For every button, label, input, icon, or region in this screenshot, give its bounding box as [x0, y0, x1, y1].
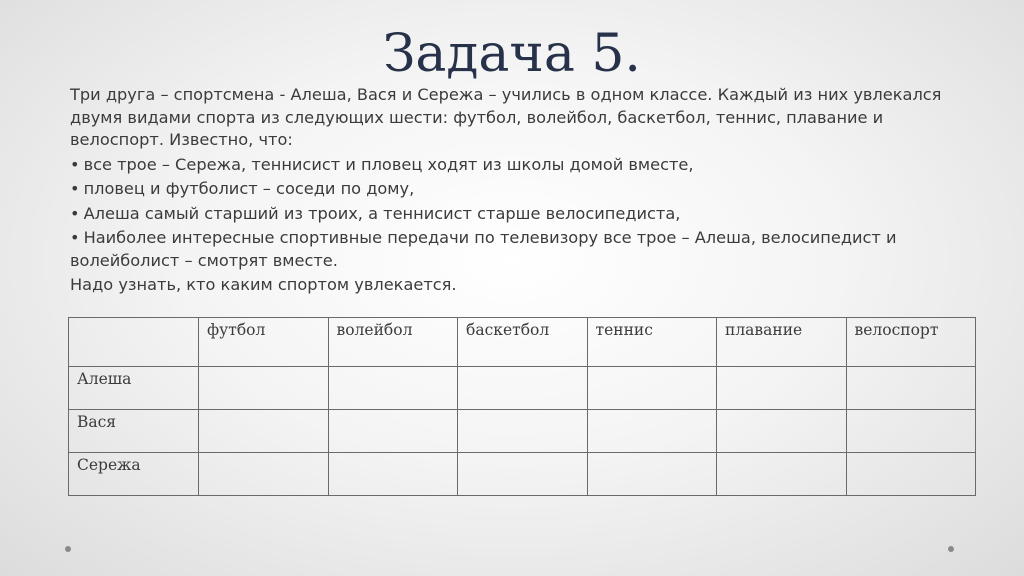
- row-header-seryozha: Сережа: [69, 453, 199, 496]
- table-cell: [328, 410, 458, 453]
- intro-paragraph: Три друга – спортсмена - Алеша, Вася и Сережа – учились в одном классе. Каждый из них увлекался двумя видами спорта из следующих шести: футбол, волейбол, баскетбол, теннис, плавание и велоспорт. Известно, что:: [70, 85, 942, 149]
- bullet-item: • Алеша самый старший из троих, а теннисист старше велосипедиста,: [70, 203, 970, 226]
- sport-table: [68, 317, 976, 496]
- question-paragraph: Надо узнать, кто каким спортом увлекается.: [70, 275, 457, 294]
- table-cell: [717, 453, 847, 496]
- table-cell: [458, 453, 588, 496]
- dot-icon: [65, 546, 71, 552]
- table-cell: [199, 453, 329, 496]
- table-cell: [587, 453, 717, 496]
- table-corner-cell: [69, 318, 199, 367]
- table-cell: [587, 410, 717, 453]
- bullet-item: • пловец и футболист – соседи по дому,: [70, 178, 970, 201]
- table-cell: [846, 410, 976, 453]
- table-cell: [328, 367, 458, 410]
- table-row: [69, 453, 976, 496]
- row-header-alesha: Алеша: [69, 367, 199, 410]
- table-cell: [199, 367, 329, 410]
- column-header-tennis: теннис: [587, 318, 717, 367]
- column-header-basketball: баскетбол: [458, 318, 588, 367]
- dot-icon: [948, 546, 954, 552]
- table-header-row: [69, 318, 976, 367]
- table-cell: [458, 367, 588, 410]
- table-cell: [717, 410, 847, 453]
- column-header-football: футбол: [199, 318, 329, 367]
- table-row: [69, 410, 976, 453]
- slide-title: Задача 5.: [383, 24, 641, 84]
- table-cell: [328, 453, 458, 496]
- column-header-swimming: плавание: [717, 318, 847, 367]
- bullet-item: • все трое – Сережа, теннисист и пловец ходят из школы домой вместе,: [70, 154, 970, 177]
- row-header-vasya: Вася: [69, 410, 199, 453]
- table-cell: [846, 453, 976, 496]
- table-cell: [717, 367, 847, 410]
- column-header-volleyball: волейбол: [328, 318, 458, 367]
- column-header-cycling: велоспорт: [846, 318, 976, 367]
- table-cell: [199, 410, 329, 453]
- problem-text: [70, 84, 970, 299]
- bullet-item: • Наиболее интересные спортивные передачи по телевизору все трое – Алеша, велосипедист и волейболист – смотрят вместе.: [70, 227, 970, 272]
- table-cell: [458, 410, 588, 453]
- table-row: [69, 367, 976, 410]
- table-cell: [587, 367, 717, 410]
- table-cell: [846, 367, 976, 410]
